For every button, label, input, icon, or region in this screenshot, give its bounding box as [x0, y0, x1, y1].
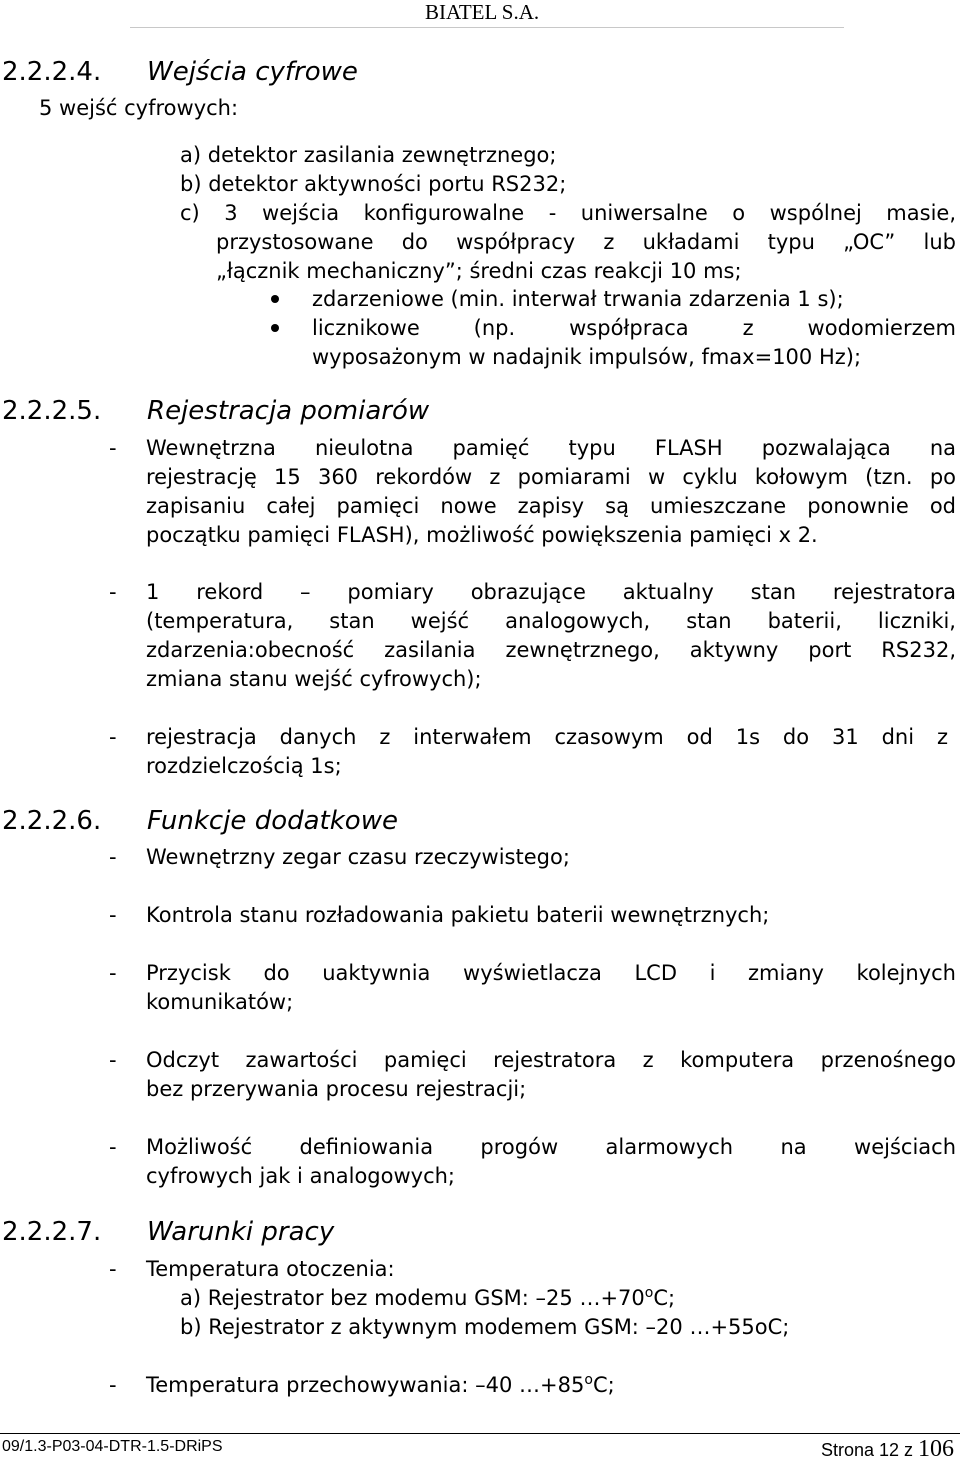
list-item-c-line: przystosowane do współpracy z układami typu „OC” lub	[216, 230, 956, 254]
paragraph-line: (temperatura, stan wejść analogowych, stan baterii, liczniki,	[146, 609, 956, 633]
list-item-c-line: c) 3 wejścia konfigurowalne - uniwersalne o wspólnej masie,	[180, 201, 956, 225]
header-rule	[130, 27, 844, 28]
degree-sup: o	[584, 1372, 593, 1388]
paragraph-line: Wewnętrzna nieulotna pamięć typu FLASH pozwalająca na	[146, 436, 956, 460]
temp-without-modem	[180, 1284, 675, 1313]
dash-marker: -	[109, 903, 117, 927]
paragraph-line: Przycisk do uaktywnia wyświetlacza LCD i zmiany kolejnych	[146, 961, 956, 985]
temp-without-modem-text: a) Rejestrator bez modemu GSM: –25 …+70	[180, 1286, 645, 1310]
bullet-line: licznikowe (np. współpraca z wodomierzem	[312, 316, 956, 340]
section-title-2226: Funkcje dodatkowe	[147, 806, 398, 836]
dash-marker: -	[109, 961, 117, 985]
temp-unit: C;	[592, 1373, 615, 1397]
list-item-c-line: „łącznik mechaniczny”; średni czas reakcji 10 ms;	[216, 259, 742, 283]
section-title-2227: Warunki pracy	[147, 1217, 335, 1247]
list-item-c	[180, 199, 956, 228]
paragraph-line: rejestrację 15 360 rekordów z pomiarami w cyklu kołowym (tzn. po	[146, 465, 956, 489]
section-number-2227: 2.2.2.7.	[2, 1217, 102, 1247]
paragraph-line: zdarzenia:obecność zasilania zewnętrznego, aktywny port RS232,	[146, 638, 956, 662]
dash-marker: -	[109, 580, 117, 604]
record-paragraph	[146, 578, 956, 694]
feature-alarm-thresholds	[146, 1133, 956, 1191]
bullet-event-mode: zdarzeniowe (min. interwał trwania zdarzenia 1 s);	[312, 287, 844, 311]
bullet-line: wyposażonym w nadajnik impulsów, fmax=100 Hz);	[312, 345, 862, 369]
section-title-2225: Rejestracja pomiarów	[147, 396, 430, 426]
list-item-a: a) detektor zasilania zewnętrznego;	[180, 143, 557, 167]
header-company: BIATEL S.A.	[425, 0, 540, 24]
paragraph-line: zapisaniu całej pamięci nowe zapisy są umieszczane ponownie od	[146, 494, 956, 518]
dash-marker: -	[109, 436, 117, 460]
paragraph-line: komunikatów;	[146, 990, 294, 1014]
paragraph-line: zmiana stanu wejść cyfrowych);	[146, 667, 482, 691]
bullet-marker	[271, 295, 279, 303]
footer-rule	[0, 1433, 960, 1434]
storage-temperature-text: Temperatura przechowywania: –40 …+85	[146, 1373, 585, 1397]
dash-marker: -	[109, 1135, 117, 1159]
section-number-2224: 2.2.2.4.	[2, 57, 102, 87]
dash-marker: -	[109, 845, 117, 869]
interval-paragraph	[146, 723, 948, 781]
feature-memory-read	[146, 1046, 956, 1104]
dash-marker: -	[109, 725, 117, 749]
list-item-c-cont	[216, 228, 956, 286]
paragraph-line: bez przerywania procesu rejestracji;	[146, 1077, 527, 1101]
temp-unit: C;	[653, 1286, 676, 1310]
paragraph-line: 1 rekord – pomiary obrazujące aktualny stan rejestratora	[146, 580, 956, 604]
paragraph-line: Możliwość definiowania progów alarmowych na wejściach	[146, 1135, 956, 1159]
temp-with-modem: b) Rejestrator z aktywnym modemem GSM: –20 …+55oC;	[180, 1315, 790, 1339]
list-item-b: b) detektor aktywności portu RS232;	[180, 172, 567, 196]
feature-battery-check: Kontrola stanu rozładowania pakietu baterii wewnętrznych;	[146, 903, 770, 927]
section-title-2224: Wejścia cyfrowe	[147, 57, 358, 87]
bullet-marker	[271, 324, 279, 332]
paragraph-line: rozdzielczością 1s;	[146, 754, 342, 778]
footer-document-id: 09/1.3-P03-04-DTR-1.5-DRiPS	[2, 1438, 223, 1455]
section-number-2226: 2.2.2.6.	[2, 806, 102, 836]
paragraph-line: cyfrowych jak i analogowych;	[146, 1164, 456, 1188]
section-number-2225: 2.2.2.5.	[2, 396, 102, 426]
dash-marker: -	[109, 1373, 117, 1397]
operating-temperature: Temperatura otoczenia:	[146, 1257, 395, 1281]
flash-memory-paragraph	[146, 434, 956, 550]
storage-temperature	[146, 1371, 615, 1400]
dash-marker: -	[109, 1257, 117, 1281]
digital-inputs-intro: 5 wejść cyfrowych:	[39, 96, 239, 120]
paragraph-line: Odczyt zawartości pamięci rejestratora z komputera przenośnego	[146, 1048, 956, 1072]
page-label: Strona 12 z	[820, 1440, 918, 1460]
paragraph-line: rejestracja danych z interwałem czasowym od 1s do 31 dni z	[146, 725, 948, 749]
feature-lcd-button	[146, 959, 956, 1017]
paragraph-line: początku pamięci FLASH), możliwość powiększenia pamięci x 2.	[146, 523, 818, 547]
page-total: 106	[918, 1436, 954, 1462]
dash-marker: -	[109, 1048, 117, 1072]
degree-sup: o	[644, 1285, 654, 1301]
bullet-counter-mode	[312, 314, 956, 372]
footer-page-number	[821, 1436, 954, 1463]
feature-rtc: Wewnętrzny zegar czasu rzeczywistego;	[146, 845, 570, 869]
